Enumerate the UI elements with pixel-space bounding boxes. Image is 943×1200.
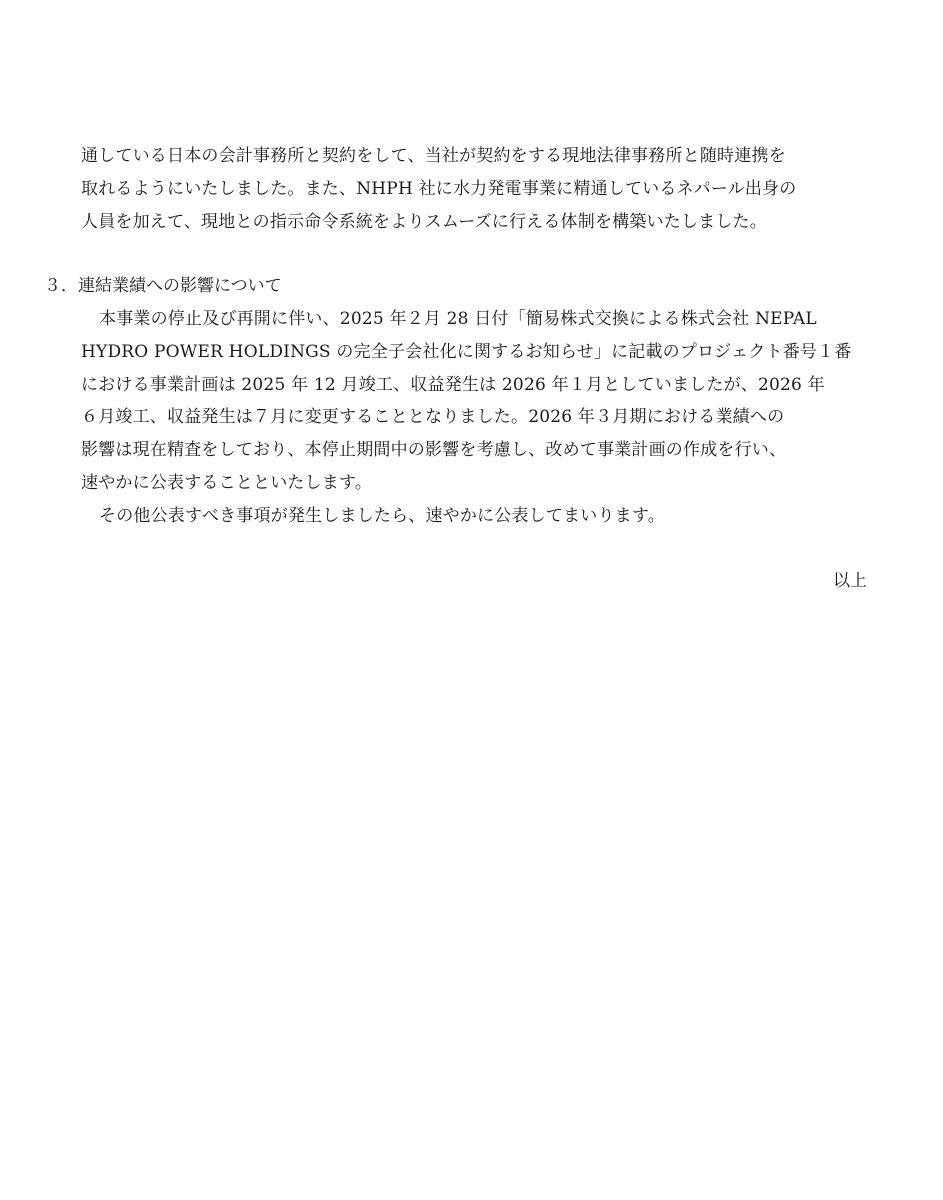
body-line-2: HYDRO POWER HOLDINGS の完全子会社化に関するお知らせ」に記載のプロジェクト番号１番: [81, 342, 852, 362]
body-line-6: 速やかに公表することといたします。: [81, 473, 373, 493]
body-line-1: 本事業の停止及び再開に伴い、2025 年２月 28 日付「簡易株式交換による株式会社 NEPAL: [99, 309, 817, 329]
body-paragraph-2: その他公表すべき事項が発生しましたら、速やかに公表してまいります。: [99, 506, 665, 526]
closing-text: 以上: [833, 571, 867, 591]
body-line-3: における事業計画は 2025 年 12 月竣工、収益発生は 2026 年１月としていましたが、2026 年: [81, 375, 825, 395]
section-heading: ３．連結業績への影響について: [44, 276, 282, 296]
intro-line-1: 通している日本の会計事務所と契約をして、当社が契約をする現地法律事務所と随時連携を: [81, 146, 786, 166]
intro-line-3: 人員を加えて、現地との指示命令系統をよりスムーズに行える体制を構築いたしました。: [81, 212, 767, 232]
intro-line-2: 取れるようにいたしました。また、NHPH 社に水力発電事業に精通しているネパール出身の: [81, 179, 797, 199]
body-line-5: 影響は現在精査をしており、本停止期間中の影響を考慮し、改めて事業計画の作成を行い、: [81, 440, 787, 460]
body-line-4: ６月竣工、収益発生は７月に変更することとなりました。2026 年３月期における業績への: [81, 407, 785, 427]
